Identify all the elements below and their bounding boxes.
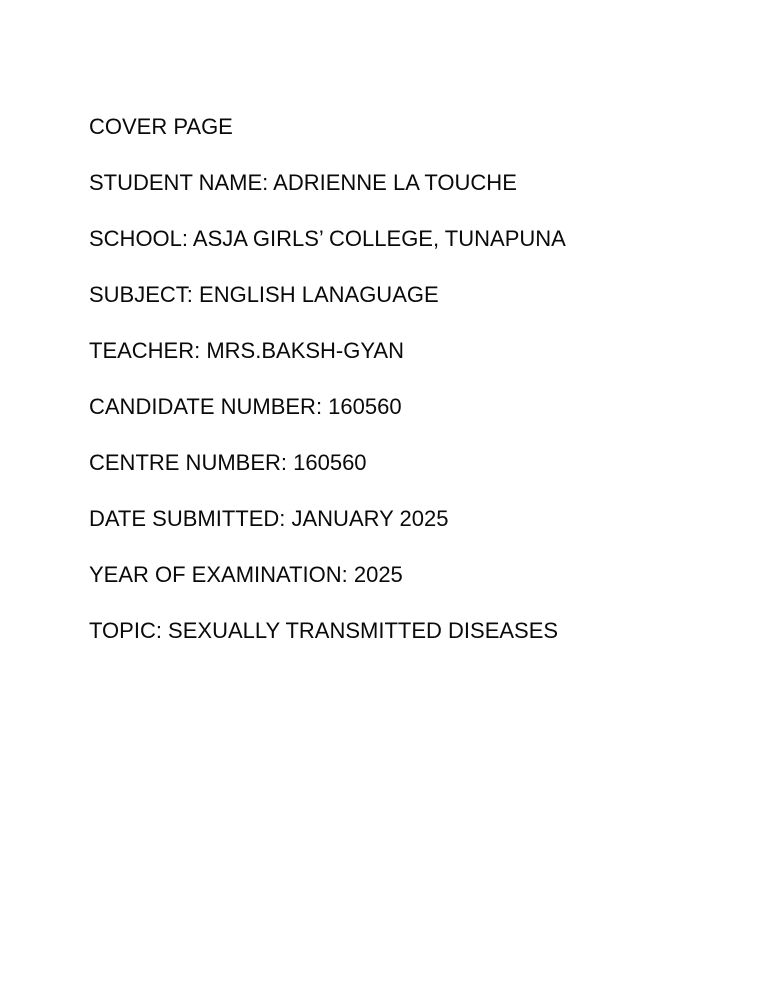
year-of-examination-line: YEAR OF EXAMINATION: 2025: [89, 562, 403, 587]
centre-number-line: CENTRE NUMBER: 160560: [89, 450, 367, 475]
subject-line: SUBJECT: ENGLISH LANAGUAGE: [89, 282, 439, 307]
teacher-line: TEACHER: MRS.BAKSH-GYAN: [89, 338, 404, 363]
document-text-block: [89, 113, 689, 645]
student-name-line: STUDENT NAME: ADRIENNE LA TOUCHE: [89, 170, 517, 195]
school-line: SCHOOL: ASJA GIRLS’ COLLEGE, TUNAPUNA: [89, 226, 566, 251]
date-submitted-line: DATE SUBMITTED: JANUARY 2025: [89, 506, 449, 531]
candidate-number-line: CANDIDATE NUMBER: 160560: [89, 394, 402, 419]
topic-line: TOPIC: SEXUALLY TRANSMITTED DISEASES: [89, 618, 559, 643]
cover-page-heading: COVER PAGE: [89, 114, 233, 139]
